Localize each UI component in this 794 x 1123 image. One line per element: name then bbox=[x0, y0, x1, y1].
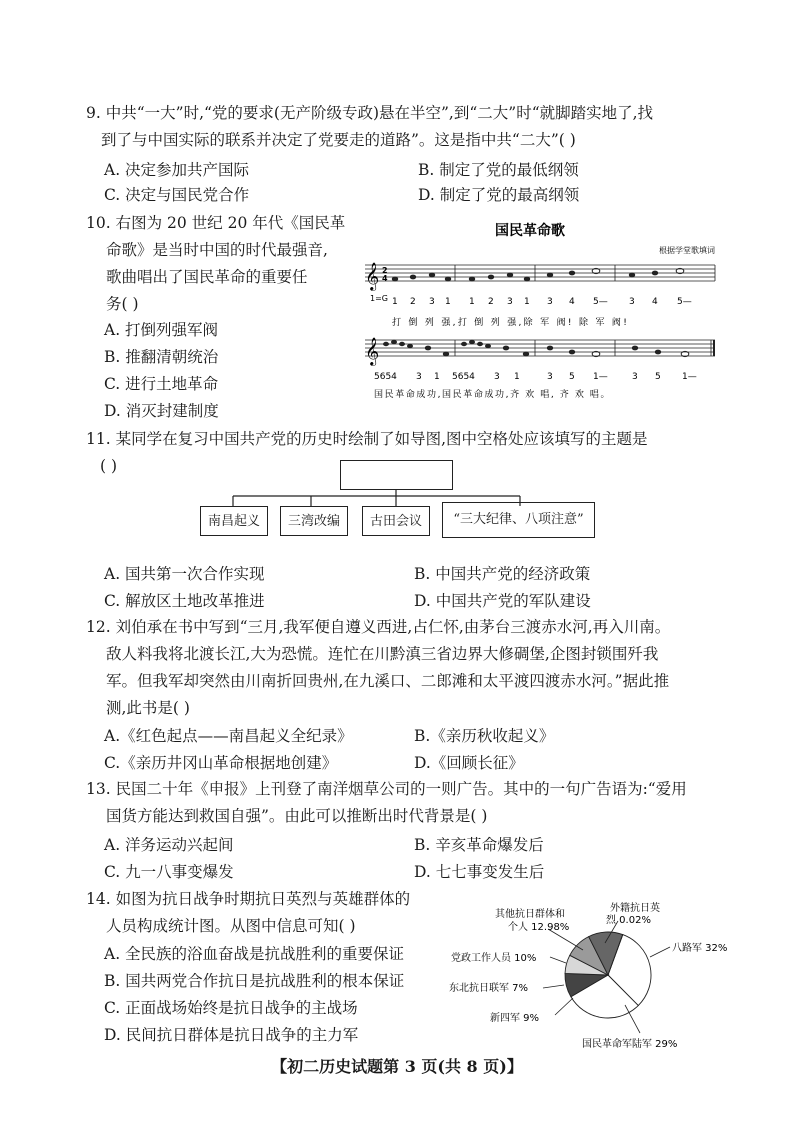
treble-clef-icon-2: 𝄞 bbox=[365, 337, 380, 365]
key-signature-label: 1=G bbox=[370, 294, 388, 303]
q13-option-a: A. 洋务运动兴起间 bbox=[104, 836, 234, 854]
q9-stem-line2: 到了与中国实际的联系并决定了党要走的道路”。这是指中共“二大”( ) bbox=[101, 131, 576, 149]
lyrics-line1: 打 倒 列 强,打 倒 列 强,除 军 阀! 除 军 阀! bbox=[392, 318, 630, 328]
q14-option-b: B. 国共两党合作抗日是抗战胜利的根本保证 bbox=[104, 972, 405, 990]
time-signature-1b: 4 bbox=[382, 274, 388, 283]
q12-stem-line4: 测,此书是( ) bbox=[106, 699, 190, 717]
q13-option-d: D. 七七事变发生后 bbox=[414, 863, 545, 881]
q12-option-b: B.《亲历秋收起义》 bbox=[414, 727, 555, 745]
q10-option-b: B. 推翻清朝统治 bbox=[104, 348, 219, 366]
numbered-note-l1-5: 2 bbox=[488, 297, 494, 307]
pie-slices bbox=[565, 932, 651, 1018]
numbered-note-l1-13: 5— bbox=[677, 297, 692, 307]
mindmap-box-nanchang: 南昌起义 bbox=[200, 506, 268, 536]
numbered-note-l1-1: 2 bbox=[410, 297, 416, 307]
q13-option-c: C. 九一八事变爆发 bbox=[104, 863, 234, 881]
question-13 bbox=[86, 776, 736, 830]
pie-label-foreign-2: 烈 0.02% bbox=[606, 915, 651, 926]
q10-option-c: C. 进行土地革命 bbox=[104, 375, 219, 393]
q10-option-d: D. 消灭封建制度 bbox=[104, 402, 219, 420]
q11-option-b: B. 中国共产党的经济政策 bbox=[414, 565, 591, 583]
time-signature-1: 2 bbox=[382, 266, 388, 275]
mindmap-box-sanwan: 三湾改编 bbox=[280, 506, 348, 536]
numbered-note-l1-7: 1 bbox=[524, 297, 530, 307]
numbered-note-l1-11: 3 bbox=[629, 297, 635, 307]
numbered-note-l1-4: 1 bbox=[469, 297, 475, 307]
q9-option-c: C. 决定与国民党合作 bbox=[104, 186, 250, 204]
numbered-note-l2-6: 3 bbox=[547, 372, 553, 382]
q10-stem-line2: 命歌》是当时中国的时代最强音, bbox=[106, 241, 328, 259]
numbered-note-l2-1: 3 bbox=[416, 372, 422, 382]
q11-option-d: D. 中国共产党的军队建设 bbox=[414, 592, 591, 610]
numbered-note-l1-9: 4 bbox=[569, 297, 575, 307]
numbered-note-l1-3: 1 bbox=[445, 297, 451, 307]
q10-stem-line4: 务( ) bbox=[106, 295, 139, 313]
mindmap-box-gutian: 古田会议 bbox=[362, 506, 430, 536]
q10-option-a: A. 打倒列强军阀 bbox=[104, 321, 219, 339]
q9-stem-line1: 9. 中共“一大”时,“党的要求(无产阶级专政)悬在半空”,到“二大”时“就脚踏实地了,找 bbox=[86, 104, 654, 122]
q14-option-d: D. 民间抗日群体是抗日战争的主力军 bbox=[104, 1026, 359, 1044]
q11-option-c: C. 解放区土地改革推进 bbox=[104, 592, 265, 610]
song-title: 国民革命歌 bbox=[495, 223, 565, 239]
q10-stem-line1: 10. 右图为 20 世纪 20 年代《国民革 bbox=[86, 214, 346, 232]
q12-option-c: C.《亲历井冈山革命根据地创建》 bbox=[104, 754, 338, 772]
q9-option-a: A. 决定参加共产国际 bbox=[104, 161, 250, 179]
numbered-note-l2-10: 5 bbox=[655, 372, 661, 382]
numbered-note-l2-4: 3 bbox=[494, 372, 500, 382]
numbered-note-l2-8: 1— bbox=[593, 372, 608, 382]
numbered-note-l1-6: 3 bbox=[507, 297, 513, 307]
q12-option-d: D.《回顾长征》 bbox=[414, 754, 524, 772]
q9-option-d: D. 制定了党的最高纲领 bbox=[418, 186, 580, 204]
q12-stem-line3: 军。但我军却突然由川南折回贵州,在九溪口、二郎滩和太平渡四渡赤水河。”据此推 bbox=[106, 672, 670, 690]
numbered-note-l2-5: 1 bbox=[514, 372, 520, 382]
lyrics-line2: 国民革命成功,国民革命成功,齐 欢 唱, 齐 欢 唱。 bbox=[374, 390, 612, 400]
question-14 bbox=[86, 886, 456, 940]
q14-option-a: A. 全民族的浴血奋战是抗战胜利的重要保证 bbox=[104, 945, 405, 963]
numbered-note-l2-2: 1 bbox=[434, 372, 440, 382]
mindmap-box-discipline: “三大纪律、八项注意” bbox=[442, 502, 595, 538]
pie-label-party: 党政工作人员 10% bbox=[451, 953, 537, 964]
pie-label-new-fourth: 新四军 9% bbox=[490, 1013, 540, 1024]
pie-label-eighth-route: 八路军 32% bbox=[672, 943, 728, 954]
pie-label-other-1: 其他抗日群体和 bbox=[495, 909, 565, 920]
q13-option-b: B. 辛亥革命爆发后 bbox=[414, 836, 544, 854]
q14-stem-line2: 人员构成统计图。从图中信息可知( ) bbox=[106, 917, 356, 935]
q12-stem-line1: 12. 刘伯承在书中写到“三月,我军便自遵义西进,占仁怀,由茅台三渡赤水河,再入川南。 bbox=[86, 618, 671, 636]
numbered-note-l2-0: 5654 bbox=[374, 372, 397, 382]
pie-label-foreign-1: 外籍抗日英 bbox=[610, 903, 660, 914]
numbered-note-l1-2: 3 bbox=[429, 297, 435, 307]
treble-clef-icon-1: 𝄞 bbox=[365, 262, 380, 290]
q11-stem-line1: 11. 某同学在复习中国共产党的历史时绘制了如导图,图中空格处应该填写的主题是 bbox=[86, 430, 648, 448]
q10-stem-line3: 歌曲唱出了国民革命的重要任 bbox=[106, 268, 308, 286]
numbered-note-l2-7: 5 bbox=[569, 372, 575, 382]
q13-stem-line1: 13. 民国二十年《申报》上刊登了南洋烟草公司的一则广告。其中的一句广告语为:“爱用 bbox=[86, 780, 687, 798]
q11-option-a: A. 国共第一次合作实现 bbox=[104, 565, 265, 583]
numbered-note-l1-0: 1 bbox=[392, 297, 398, 307]
numbered-note-l2-3: 5654 bbox=[452, 372, 475, 382]
q9-option-b: B. 制定了党的最低纲领 bbox=[418, 161, 579, 179]
numbered-note-l1-10: 5— bbox=[593, 297, 608, 307]
q14-stem-line1: 14. 如图为抗日战争时期抗日英烈与英雄群体的 bbox=[86, 890, 411, 908]
q12-option-a: A.《红色起点——南昌起义全纪录》 bbox=[104, 727, 353, 745]
q13-stem-line2: 国货方能达到救国自强”。由此可以推断出时代背景是( ) bbox=[106, 807, 488, 825]
numbered-note-l1-8: 3 bbox=[547, 297, 553, 307]
q11-stem-line2: ( ) bbox=[100, 457, 118, 475]
song-credit: 根据学堂歌填词 bbox=[659, 246, 715, 255]
pie-label-northeast: 东北抗日联军 7% bbox=[449, 983, 529, 994]
numbered-note-l2-9: 3 bbox=[632, 372, 638, 382]
pie-label-other-2: 个人 12.98% bbox=[508, 922, 570, 933]
pie-chart bbox=[440, 895, 740, 1055]
numbered-note-l2-11: 1— bbox=[682, 372, 697, 382]
q12-stem-line2: 敌人料我将北渡长江,大为恐慌。连忙在川黔滇三省边界大修碉堡,企图封锁围歼我 bbox=[106, 645, 659, 663]
q14-option-c: C. 正面战场始终是抗日战争的主战场 bbox=[104, 999, 358, 1017]
page-footer: 【初二历史试题第 3 页(共 8 页)】 bbox=[271, 1057, 523, 1076]
numbered-note-l1-12: 4 bbox=[652, 297, 658, 307]
question-12 bbox=[86, 614, 736, 722]
pie-label-nra: 国民革命军陆军 29% bbox=[582, 1039, 678, 1050]
